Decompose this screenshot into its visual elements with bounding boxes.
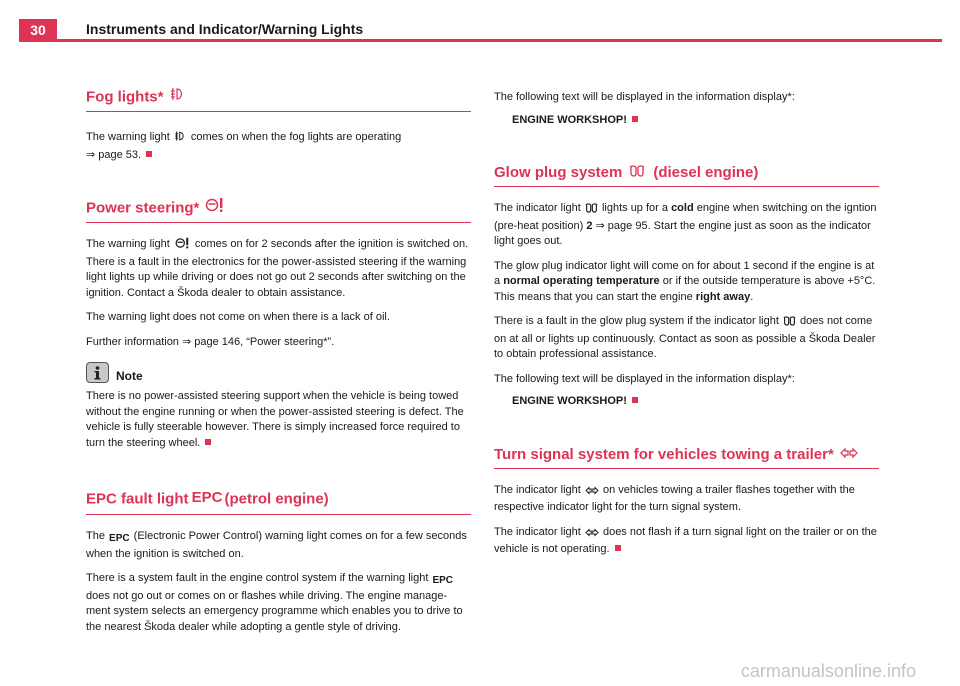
trailer-turn-signal-icon (585, 485, 599, 501)
section-end-marker (632, 116, 638, 122)
glow-plug-icon (783, 316, 796, 332)
fog-lights-heading: Fog lights* (86, 86, 471, 112)
epc-heading: EPC fault light EPC (petrol engine) (86, 487, 471, 515)
trailer-turn-signal-icon (840, 444, 858, 466)
note-text: There is no power-assisted steering support when the vehicle is being towed without the engine running or when the power-assisted steering is defect. The vehicle is fully steerable however. There is simply increased force required to turn the steering wheel. (86, 390, 464, 449)
section-end-marker (632, 397, 638, 403)
engine-workshop-message: ENGINE WORKSHOP! (494, 113, 879, 129)
page-header-title: Instruments and Indicator/Warning Lights (86, 21, 364, 37)
turn-signal-text-1: The indicator light on vehicles towing a trailer flashes together with the respective indicator light for the turn signal system. (494, 483, 855, 514)
note-header (86, 362, 471, 383)
section-end-marker (146, 151, 152, 157)
glow-plug-heading: Glow plug system (diesel engine) (494, 162, 879, 187)
trailer-turn-signal-icon (585, 527, 599, 543)
power-steering-text: The warning light comes on for 2 seconds after the ignition is switched on. There is a fault in the electronics for the power-assisted steering if the warning light lights up while driving or does not go out 2 seconds after switching on the ignition. Contact a Škoda dealer to obtain assistance. (86, 238, 469, 299)
steering-warning-icon (205, 197, 225, 220)
fog-lights-text: The warning light comes on when the fog lights are operating ⇒ page 53. (86, 131, 402, 161)
glow-plug-text-1: The indicator light lights up for a cold engine when switching on the igntion (pre-heat position) 2 ⇒ page 95. Start the engine just as soon as the indicator light goes out. (494, 202, 877, 248)
epc-text-2: There is a system fault in the engine control system if the warning light EPC does not go out or comes on or flashes while driving. The engine manage-ment system selects an emergency programme which enables you to drive to the nearest Škoda dealer while adopting a gentle style of driving. (86, 572, 463, 633)
info-note-icon (86, 362, 109, 383)
section-end-marker (205, 439, 211, 445)
glow-plug-text-3: There is a fault in the glow plug system if the indicator light does not come on at all or lights up continuously. Contact as soon as possible a Škoda Dealer to obtain professional assistance. (494, 315, 876, 361)
turn-signal-heading: Turn signal system for vehicles towing a trailer* (494, 444, 879, 469)
display-intro-text: The following text will be displayed in the information display*: (494, 91, 795, 103)
header-rule (19, 39, 942, 42)
watermark: carmanualsonline.info (740, 661, 916, 681)
epc-icon (191, 487, 222, 512)
epc-text-1: The EPC (Electronic Power Control) warning light comes on for a few seconds when the ignition is switched on. (86, 530, 467, 560)
turn-signal-text-2: The indicator light does not flash if a turn signal light on the trailer or on the vehicle is not operating. (494, 525, 877, 556)
glow-plug-text-2: The glow plug indicator light will come on for about 1 second if the engine is at a normal operating temperature or if the outside temperature is above +5°C. This means that you can start the engine right away. (494, 259, 876, 303)
fog-light-icon (174, 130, 187, 148)
glow-plug-display-intro: The following text will be displayed in the information display*: (494, 372, 795, 385)
note-title: Note (116, 369, 143, 383)
left-column (86, 86, 471, 635)
glow-plug-icon (585, 203, 598, 219)
power-steering-heading: Power steering* (86, 197, 471, 223)
section-end-marker (615, 545, 621, 551)
glow-plug-icon (629, 162, 645, 184)
power-steering-further-info[interactable]: Further information ⇒ page 146, “Power steering*”. (86, 335, 335, 348)
epc-icon-inline: EPC (432, 575, 454, 586)
epc-icon-text: EPC (191, 489, 222, 506)
fog-page-link[interactable]: ⇒ page 53. (86, 148, 142, 161)
steering-warning-icon (174, 237, 191, 255)
engine-workshop-message: ENGINE WORKSHOP! (494, 394, 879, 410)
power-steering-oil-text: The warning light does not come on when there is a lack of oil. (86, 311, 390, 323)
fog-light-icon (170, 86, 186, 109)
epc-icon-inline: EPC (109, 533, 130, 544)
page-number: 30 (19, 19, 57, 40)
right-column (494, 90, 879, 558)
